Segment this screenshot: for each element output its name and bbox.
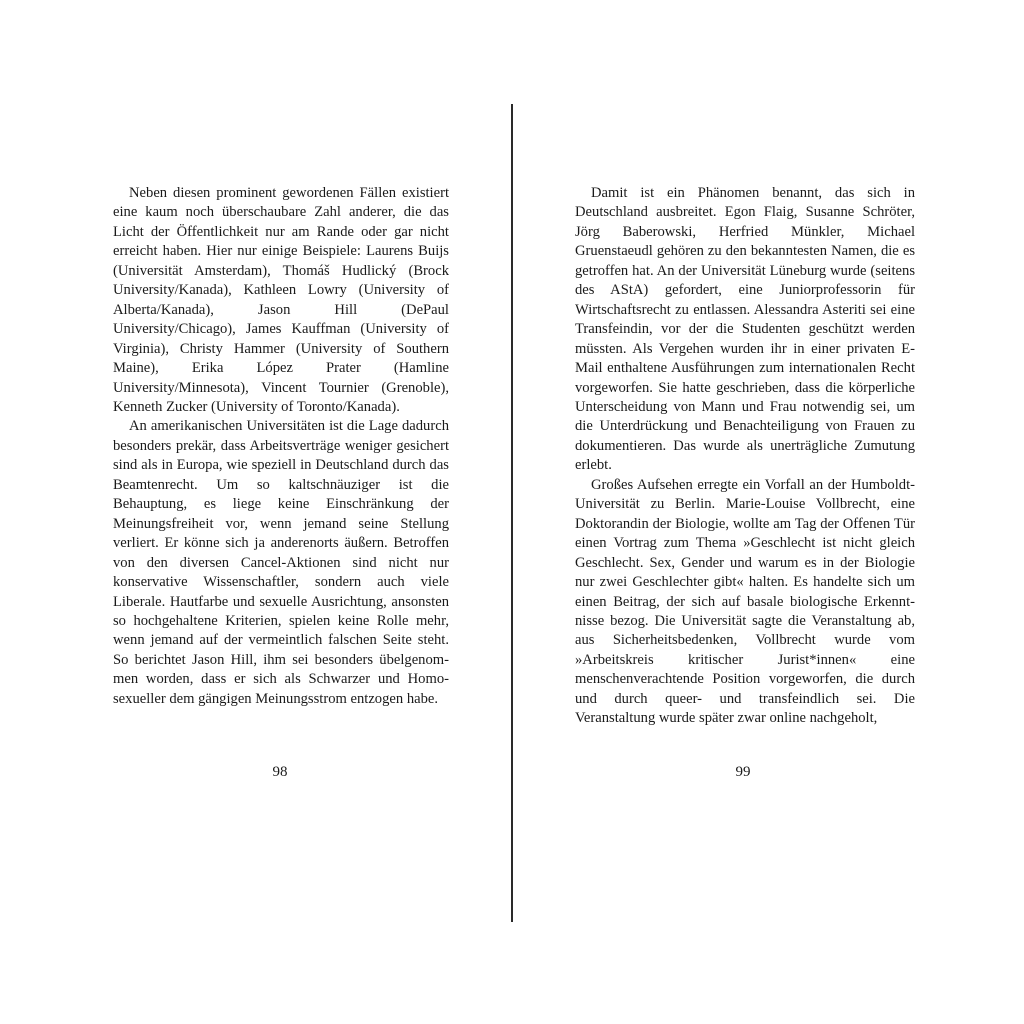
page-number: 99 [735, 764, 751, 780]
page-number: 98 [272, 764, 288, 780]
paragraph: An amerikanischen Universitäten ist die Lage dadurch besonders prekär, dass Arbeitsverträge weniger gesichert sind als in Europa, wie speziell in Deutschland durch das Beamtenrecht. Um so kaltschnäuziger ist die Behauptung, es liege keine Einschränkung der Meinungsfreiheit vor, wenn jemand seine Stellung verliert. Er könne sich ja anderenorts äußern. Betroffen von den diversen Cancel-Aktionen sind nicht nur konservative Wissenschaftler, sondern auch viele Liberale. Hautfarbe und sexuelle Ausrichtung, ansonsten so hochgehaltene Kriterien, spielen keine Rolle mehr, wenn jemand auf der vermeintlich falschen Seite steht. So berichtet Jason Hill, ihm sei besonders übelgenommen worden, dass er sich als Schwarzer und Homosexueller dem gängigen Meinungsstrom entzogen habe. [113, 418, 449, 707]
paragraph: Neben diesen prominent gewordenen Fällen existiert eine kaum noch überschaubare Zahl anderer, die das Licht der Öffentlichkeit nur am Rande oder gar nicht erreicht haben. Hier nur einige Beispiele: Laurens Buijs (Universität Amsterdam), Thomáš Hudlický (Brock University/Kanada), Kathleen Lowry (University of Alberta/Kanada), Jason Hill (DePaul University/Chicago), James Kauffman (University of Virginia), Christy Hammer (University of Southern Maine), Erika López Prater (Hamline University/Minnesota), Vincent Tournier (Grenoble), Kenneth Zucker (University of Toronto/Kanada). [113, 185, 449, 415]
paragraph: Damit ist ein Phänomen benannt, das sich in Deutschland ausbreitet. Egon Flaig, Susanne Schröter, Jörg Baberowski, Herfried Münkler, Michael Gruenstaeudl gehören zu den bekanntesten Namen, die es getroffen hat. An der Universität Lüneburg wurde (seitens des AStA) gefordert, eine Juniorprofessorin für Wirtschaftsrecht zu entlassen. Alessandra Asteriti sei eine Transfeindin, vor der die Studenten geschützt werden müssten. Als Vergehen wurden ihr in einer privaten E-Mail enthaltene Ausführungen zum internationalen Recht vorgeworfen. Sie hatte geschrieben, dass die körperliche Unterscheidung von Mann und Frau notwendig sei, um die Unterdrückung und Benachteiligung von Frauen zu dokumentieren. Das wurde als unerträgliche Zumutung erlebt. [575, 185, 915, 474]
gutter-divider [511, 104, 513, 922]
left-page-body [113, 184, 449, 709]
right-page-body [575, 184, 915, 729]
paragraph: Großes Aufsehen erregte ein Vorfall an der Humboldt-Universität zu Berlin. Marie-Louise Vollbrecht, eine Doktorandin der Biologie, wollte am Tag der Offenen Tür einen Vortrag zum Thema »Geschlecht ist nicht gleich Geschlecht. Sex, Gender und warum es in der Biologie nur zwei Geschlechter gibt« halten. Es handelte sich um einen Beitrag, der sich auf basale biologische Erkenntnisse bezog. Die Universität sagte die Veranstaltung ab, aus Sicherheitsbedenken, Vollbrecht wurde vom »Arbeitskreis kritischer Jurist*innen« eine menschenverachtende Position vorgeworfen, die durch und durch queer- und transfeindlich sei. Die Veranstaltung wurde später zwar online nachgeholt, [575, 476, 915, 727]
